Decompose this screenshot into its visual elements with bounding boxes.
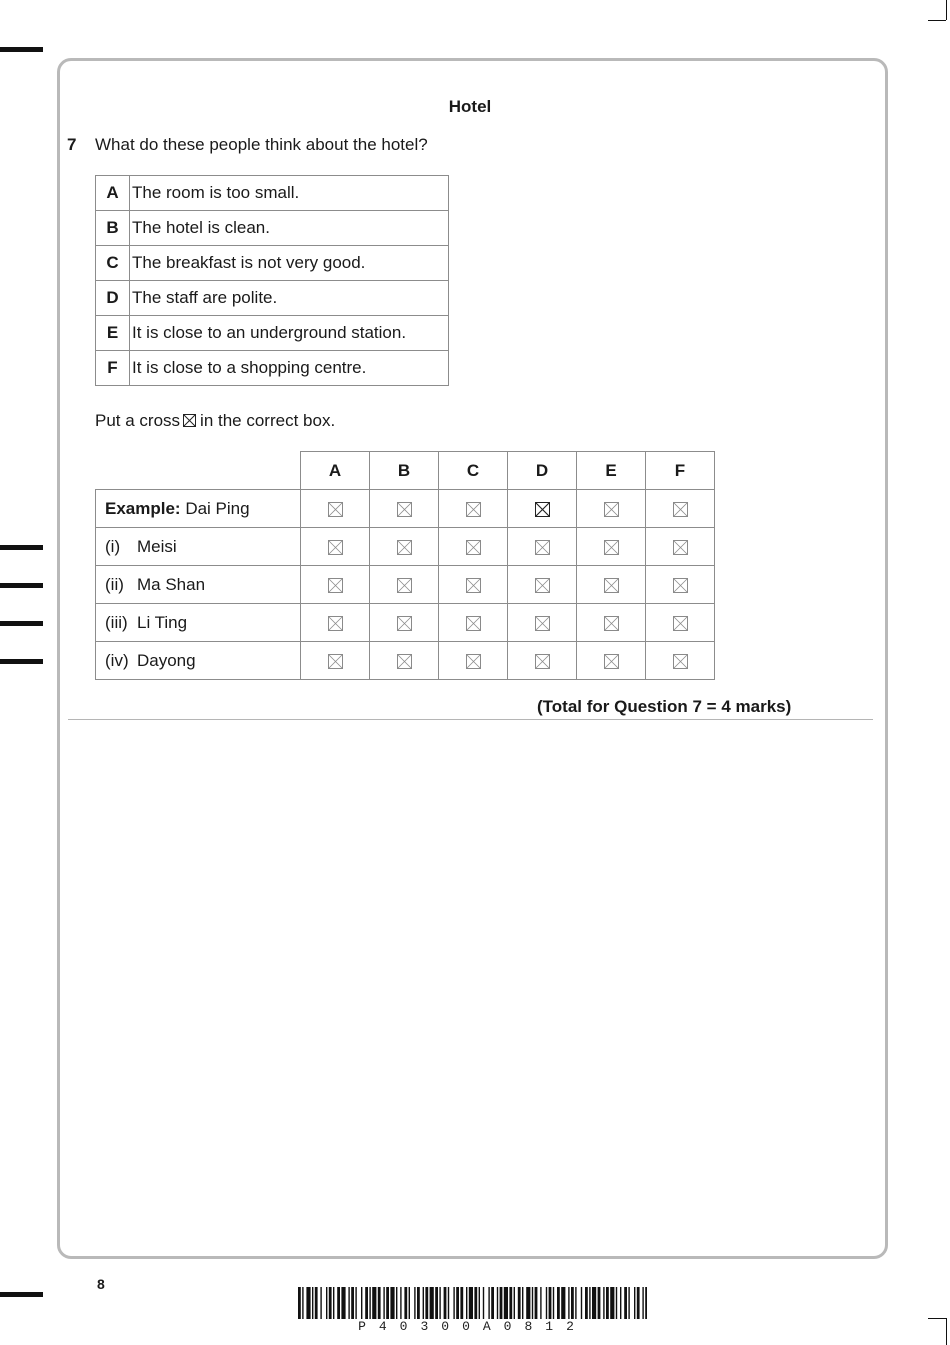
- answer-cell: [301, 528, 370, 566]
- barcode-bar: [435, 1287, 438, 1319]
- person-name: Li Ting: [137, 612, 188, 632]
- option-letter: B: [96, 211, 130, 246]
- answer-box-icon[interactable]: [466, 654, 481, 669]
- option-letter: F: [96, 351, 130, 386]
- answer-cell: [646, 642, 715, 680]
- barcode-bar: [479, 1287, 480, 1319]
- person-name: Meisi: [137, 536, 177, 556]
- barcode-bar: [423, 1287, 424, 1319]
- answer-box-icon[interactable]: [397, 578, 412, 593]
- answer-box-icon[interactable]: [397, 540, 412, 555]
- margin-mark: [0, 621, 43, 626]
- barcode-bar: [337, 1287, 340, 1319]
- crop-mark: [928, 20, 946, 21]
- barcode-bar: [546, 1287, 547, 1319]
- barcode-bar: [518, 1287, 521, 1319]
- answer-box-icon[interactable]: [604, 540, 619, 555]
- row-numeral: (iii): [105, 612, 128, 632]
- answer-box-icon[interactable]: [466, 540, 481, 555]
- barcode-bar: [497, 1287, 498, 1319]
- cross-box-icon: [183, 412, 196, 425]
- answer-cell: [370, 566, 439, 604]
- barcode-bar: [634, 1287, 635, 1319]
- answer-cell: [508, 566, 577, 604]
- barcode-bar: [592, 1287, 596, 1319]
- answer-cell: [646, 604, 715, 642]
- barcode-bar: [500, 1287, 503, 1319]
- option-letter: C: [96, 246, 130, 281]
- answer-cell: [439, 490, 508, 528]
- page-number: 8: [97, 1276, 105, 1292]
- barcode-bar: [642, 1287, 643, 1319]
- grid-corner: [96, 452, 301, 490]
- barcode-bar: [628, 1287, 629, 1319]
- barcode-bar: [522, 1287, 523, 1319]
- row-label: [96, 604, 301, 642]
- option-letter: D: [96, 281, 130, 316]
- answer-cell: [577, 642, 646, 680]
- option-text: It is close to an underground station.: [130, 316, 449, 351]
- barcode-bar: [581, 1287, 582, 1319]
- barcode-bar: [561, 1287, 565, 1319]
- checked-box-icon[interactable]: [535, 502, 550, 517]
- option-text: It is close to a shopping centre.: [130, 351, 449, 386]
- option-text: The breakfast is not very good.: [130, 246, 449, 281]
- grid-row: [96, 528, 715, 566]
- barcode-bar: [326, 1287, 327, 1319]
- answer-box-icon[interactable]: [466, 502, 481, 517]
- answer-box-icon[interactable]: [673, 616, 688, 631]
- barcode-bar: [448, 1287, 449, 1319]
- row-numeral: (ii): [105, 574, 124, 594]
- answer-cell: [439, 566, 508, 604]
- answer-grid: [95, 451, 715, 680]
- answer-box-icon[interactable]: [604, 578, 619, 593]
- answer-cell: [646, 566, 715, 604]
- barcode-bar: [315, 1287, 318, 1319]
- barcode-bar: [460, 1287, 463, 1319]
- row-label: [96, 528, 301, 566]
- answer-cell: [646, 490, 715, 528]
- option-text: The room is too small.: [130, 176, 449, 211]
- section-title: Hotel: [448, 97, 492, 116]
- answer-box-icon[interactable]: [673, 654, 688, 669]
- answer-box-icon[interactable]: [604, 502, 619, 517]
- answer-cell: [508, 490, 577, 528]
- instruction: [95, 411, 335, 431]
- barcode-bar: [491, 1287, 494, 1319]
- barcode-bar: [483, 1287, 484, 1319]
- barcode-bar: [453, 1287, 454, 1319]
- answer-cell: [439, 604, 508, 642]
- answer-cell: [577, 528, 646, 566]
- barcode-bar: [557, 1287, 560, 1319]
- barcode-bar: [456, 1287, 459, 1319]
- answer-cell: [508, 604, 577, 642]
- barcode-bar: [414, 1287, 415, 1319]
- barcode-bar: [320, 1287, 321, 1319]
- answer-box-icon[interactable]: [535, 654, 550, 669]
- barcode-bar: [509, 1287, 512, 1319]
- barcode-bar: [535, 1287, 538, 1319]
- row-numeral: (i): [105, 536, 121, 556]
- answer-box-icon[interactable]: [535, 616, 550, 631]
- total-marks: (Total for Question 7 = 4 marks): [537, 697, 792, 716]
- barcode-bar: [606, 1287, 609, 1319]
- barcode-bar: [585, 1287, 588, 1319]
- margin-mark: [0, 583, 43, 588]
- grid-row: [96, 566, 715, 604]
- person-name: Dayong: [137, 650, 196, 670]
- option-text: The staff are polite.: [130, 281, 449, 316]
- barcode-bar: [603, 1287, 604, 1319]
- answer-cell: [370, 528, 439, 566]
- answer-box-icon[interactable]: [328, 616, 343, 631]
- barcode-bar: [409, 1287, 410, 1319]
- barcode-bar: [302, 1287, 303, 1319]
- crop-mark: [946, 1318, 947, 1345]
- barcode-bar: [526, 1287, 530, 1319]
- answer-box-icon[interactable]: [535, 578, 550, 593]
- margin-mark: [0, 47, 43, 52]
- row-label: [96, 642, 301, 680]
- barcode-bar: [390, 1287, 394, 1319]
- crop-mark: [928, 1318, 946, 1319]
- barcode-bar: [439, 1287, 440, 1319]
- option-letter: E: [96, 316, 130, 351]
- answer-box-icon[interactable]: [673, 502, 688, 517]
- barcode-bar: [369, 1287, 370, 1319]
- option-row: [96, 281, 449, 316]
- answer-cell: [577, 490, 646, 528]
- divider: [68, 719, 873, 720]
- option-row: [96, 176, 449, 211]
- answer-cell: [577, 604, 646, 642]
- barcode-bar: [365, 1287, 368, 1319]
- person-name: Dai Ping: [185, 498, 250, 518]
- answer-box-icon[interactable]: [328, 502, 343, 517]
- answer-cell: [508, 642, 577, 680]
- grid-row: [96, 604, 715, 642]
- barcode-bar: [645, 1287, 647, 1319]
- barcode-bar: [351, 1287, 354, 1319]
- margin-mark: [0, 1292, 43, 1297]
- answer-box-icon[interactable]: [328, 654, 343, 669]
- answer-cell: [439, 528, 508, 566]
- barcode-bar: [430, 1287, 434, 1319]
- column-header: F: [646, 452, 715, 490]
- grid-row: [96, 642, 715, 680]
- barcode-bar: [620, 1287, 621, 1319]
- barcode-bar: [637, 1287, 640, 1319]
- column-header: B: [370, 452, 439, 490]
- row-label: [96, 490, 301, 528]
- answer-box-icon[interactable]: [466, 616, 481, 631]
- margin-mark: [0, 659, 43, 664]
- answer-cell: [301, 490, 370, 528]
- barcode-bar: [372, 1287, 376, 1319]
- barcode-bar: [532, 1287, 533, 1319]
- answer-box-icon[interactable]: [397, 502, 412, 517]
- barcode-bar: [378, 1287, 381, 1319]
- barcode-bar: [549, 1287, 552, 1319]
- barcode-bar: [589, 1287, 590, 1319]
- example-label: Example:: [105, 498, 181, 518]
- person-name: Ma Shan: [137, 574, 206, 594]
- barcode-bar: [575, 1287, 576, 1319]
- column-header: D: [508, 452, 577, 490]
- answer-box-icon[interactable]: [466, 578, 481, 593]
- barcode-bar: [333, 1287, 334, 1319]
- answer-cell: [646, 528, 715, 566]
- answer-box-icon[interactable]: [535, 540, 550, 555]
- option-letter: A: [96, 176, 130, 211]
- answer-cell: [370, 604, 439, 642]
- barcode-bar: [514, 1287, 515, 1319]
- question-text: What do these people think about the hotel?: [95, 135, 428, 154]
- margin-mark: [0, 545, 43, 550]
- column-header: E: [577, 452, 646, 490]
- grid-row: [96, 490, 715, 528]
- answer-box-icon[interactable]: [604, 654, 619, 669]
- barcode-bar: [469, 1287, 473, 1319]
- answer-cell: [370, 490, 439, 528]
- barcode-bar: [624, 1287, 627, 1319]
- answer-cell: [301, 642, 370, 680]
- answer-cell: [439, 642, 508, 680]
- barcode-bar: [425, 1287, 428, 1319]
- column-header: C: [439, 452, 508, 490]
- answer-cell: [370, 642, 439, 680]
- answer-box-icon[interactable]: [604, 616, 619, 631]
- barcode-bar: [386, 1287, 389, 1319]
- row-numeral: (iv): [105, 650, 129, 670]
- barcode-bar: [540, 1287, 541, 1319]
- barcode-bar: [383, 1287, 384, 1319]
- answer-box-icon[interactable]: [328, 578, 343, 593]
- barcode-bar: [444, 1287, 447, 1319]
- barcode-bar: [616, 1287, 617, 1319]
- crop-mark: [946, 0, 947, 20]
- answer-cell: [508, 528, 577, 566]
- answer-cell: [301, 566, 370, 604]
- barcode-bar: [348, 1287, 349, 1319]
- answer-box-icon[interactable]: [673, 540, 688, 555]
- answer-cell: [301, 604, 370, 642]
- answer-box-icon[interactable]: [328, 540, 343, 555]
- answer-box-icon[interactable]: [673, 578, 688, 593]
- barcode-bar: [571, 1287, 574, 1319]
- option-row: [96, 246, 449, 281]
- barcode-bar: [404, 1287, 407, 1319]
- barcode-bar: [396, 1287, 397, 1319]
- answer-cell: [577, 566, 646, 604]
- answer-box-icon[interactable]: [397, 654, 412, 669]
- barcode-bar: [312, 1287, 313, 1319]
- barcode-bar: [568, 1287, 569, 1319]
- instruction-after: in the correct box.: [200, 411, 336, 430]
- barcode-bar: [466, 1287, 467, 1319]
- barcode-bar: [488, 1287, 489, 1319]
- row-label: [96, 566, 301, 604]
- barcode-text: P40300A0812: [358, 1319, 587, 1334]
- barcode-bar: [474, 1287, 477, 1319]
- barcode-bar: [341, 1287, 345, 1319]
- barcode-bar: [298, 1287, 301, 1319]
- option-text: The hotel is clean.: [130, 211, 449, 246]
- barcode-icon: [298, 1287, 647, 1321]
- instruction-before: Put a cross: [95, 411, 181, 430]
- column-header: A: [301, 452, 370, 490]
- option-row: [96, 211, 449, 246]
- barcode-bar: [355, 1287, 356, 1319]
- barcode-bar: [400, 1287, 401, 1319]
- barcode-bar: [553, 1287, 554, 1319]
- barcode-bar: [417, 1287, 420, 1319]
- barcode-bar: [306, 1287, 310, 1319]
- option-row: [96, 316, 449, 351]
- barcode-bar: [598, 1287, 601, 1319]
- barcode-bar: [504, 1287, 508, 1319]
- answer-box-icon[interactable]: [397, 616, 412, 631]
- barcode-bar: [361, 1287, 362, 1319]
- question-number: 7: [67, 135, 77, 154]
- barcode-bar: [610, 1287, 614, 1319]
- option-row: [96, 351, 449, 386]
- options-table: [95, 175, 449, 386]
- barcode-bar: [329, 1287, 332, 1319]
